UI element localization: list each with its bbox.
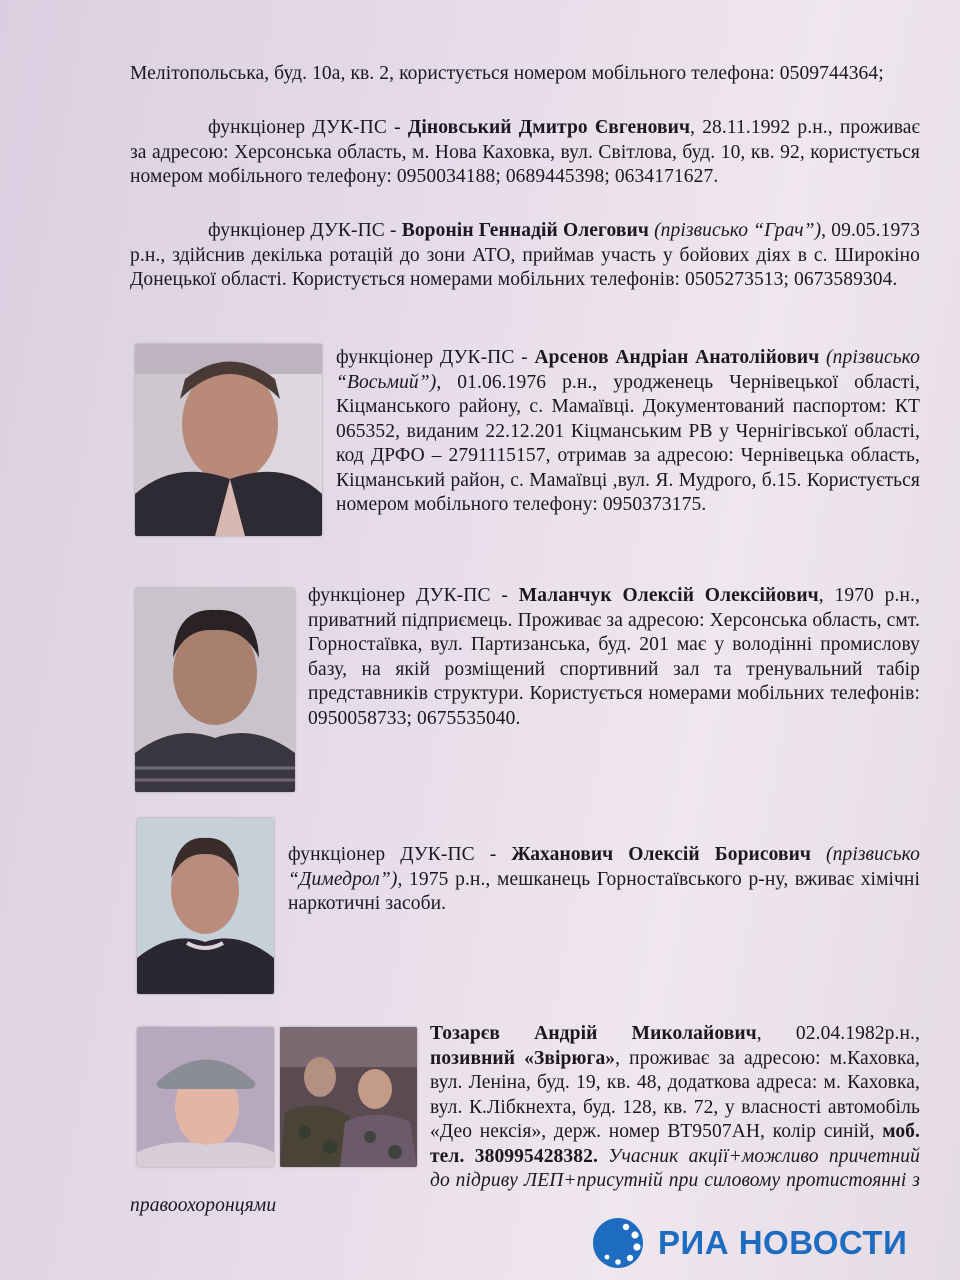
person-name: Маланчук Олексій Олексійович — [518, 585, 819, 606]
person-name: Тозарєв Андрій Миколайович — [430, 1023, 757, 1044]
photo-arsenov — [135, 344, 322, 536]
paragraph-voronin: функціонер ДУК-ПС - Воронін Геннадій Олегович (прізвисько “Грач”), 09.05.1973 р.н., здійснив декілька ротацій до зони АТО, приймав участь у бойових діях в с. Широкіно Донецької області. Користується номерами мобільних телефонів: 0505273513; 0673589304. — [130, 220, 921, 290]
globe-icon — [588, 1215, 650, 1271]
phone-number: моб. тел. 380995428382. — [430, 1121, 920, 1167]
photo-float-spacer — [130, 1022, 430, 1170]
paragraph-zhakhanovych: функціонер ДУК-ПС - Жаханович Олексій Борисович (прізвисько “Димедрол”), 1975 р.н., мешканець Горностаївського р-ну, вживає хімічні наркотичні засоби. — [288, 844, 921, 914]
person-name: Воронін Геннадій Олегович — [401, 220, 649, 241]
nickname: (прізвисько “Восьмий”) — [336, 347, 921, 393]
photo-malanchuk — [135, 588, 295, 792]
logo-text: РИА НОВОСТИ — [658, 1224, 908, 1261]
person-name: Жаханович Олексій Борисович — [511, 844, 812, 865]
ria-novosti-logo — [588, 1213, 940, 1273]
photo-zhakhanovych — [137, 818, 274, 994]
paragraph-malanchuk: функціонер ДУК-ПС - Маланчук Олексій Олексійович, 1970 р.н., приватний підприємець. Проживає за адресою: Херсонська область, смт. Горностаївка, вул. Партизанська, буд. 201 має у володінні промислову базу, на якій розміщений спортивний зал та тренувальний табір представників структури. Користується номерами мобільних телефонів: 0950058733; 0675535040. — [308, 585, 920, 729]
person-name: Арсенов Андріан Анатолійович — [534, 347, 820, 368]
nickname: (прізвисько “Димедрол”) — [288, 844, 921, 890]
paragraph-arsenov: функціонер ДУК-ПС - Арсенов Андріан Анатолійович (прізвисько “Восьмий”), 01.06.1976 р.н., уродженець Чернівецької області, Кіцманського району, с. Мамаївці. Документований паспортом: КТ 065352, виданим 22.12.201 Кіцманським РВ у Чернігівської області, код ДРФО – 2791115157, отримав за адресою: Чернівецька область, Кіцманський район, с. Мамаївці ,вул. Я. Мудрого, б.15. Користується номером мобільного телефону: 0950373175. — [336, 347, 921, 515]
paragraph-address-continuation: Мелітопольська, буд. 10а, кв. 2, користується номером мобільного телефона: 0509744364; — [130, 63, 884, 84]
nickname: (прізвисько “Грач”) — [648, 220, 822, 241]
paragraph-dinovsky: функціонер ДУК-ПС - Діновський Дмитро Євгенович, 28.11.1992 р.н., проживає за адресою: Херсонська область, м. Нова Каховка, вул. Світлова, буд. 10, кв. 92, користується номером мобільного телефону: 0950034188; 0689445398; 0634171627. — [130, 117, 920, 187]
note: Учасник акції+можливо причетний до підриву ЛЕП+присутній при силовому протистоянні з правоохоронцями — [130, 1145, 920, 1216]
paragraph-tozariev: Тозарєв Андрій Миколайович, 02.04.1982р.н., позивний «Звірюга», проживає за адресою: м.Каховка, вул. Леніна, буд. 19, кв. 48, додаткова адреса: м. Каховка, вул. К.Лібкнехта, буд. 128, кв. 72, у власності автомобіль «Део нексія», держ. номер ВТ9507АН, колір синій, моб. тел. 380995428382. Учасник акції+можливо причетний до підриву ЛЕП+присутній при силовому протистоянні з правоохоронцями — [130, 1023, 920, 1216]
callsign: позивний «Звірюга» — [430, 1047, 616, 1069]
person-name: Діновський Дмитро Євгенович — [407, 117, 691, 138]
